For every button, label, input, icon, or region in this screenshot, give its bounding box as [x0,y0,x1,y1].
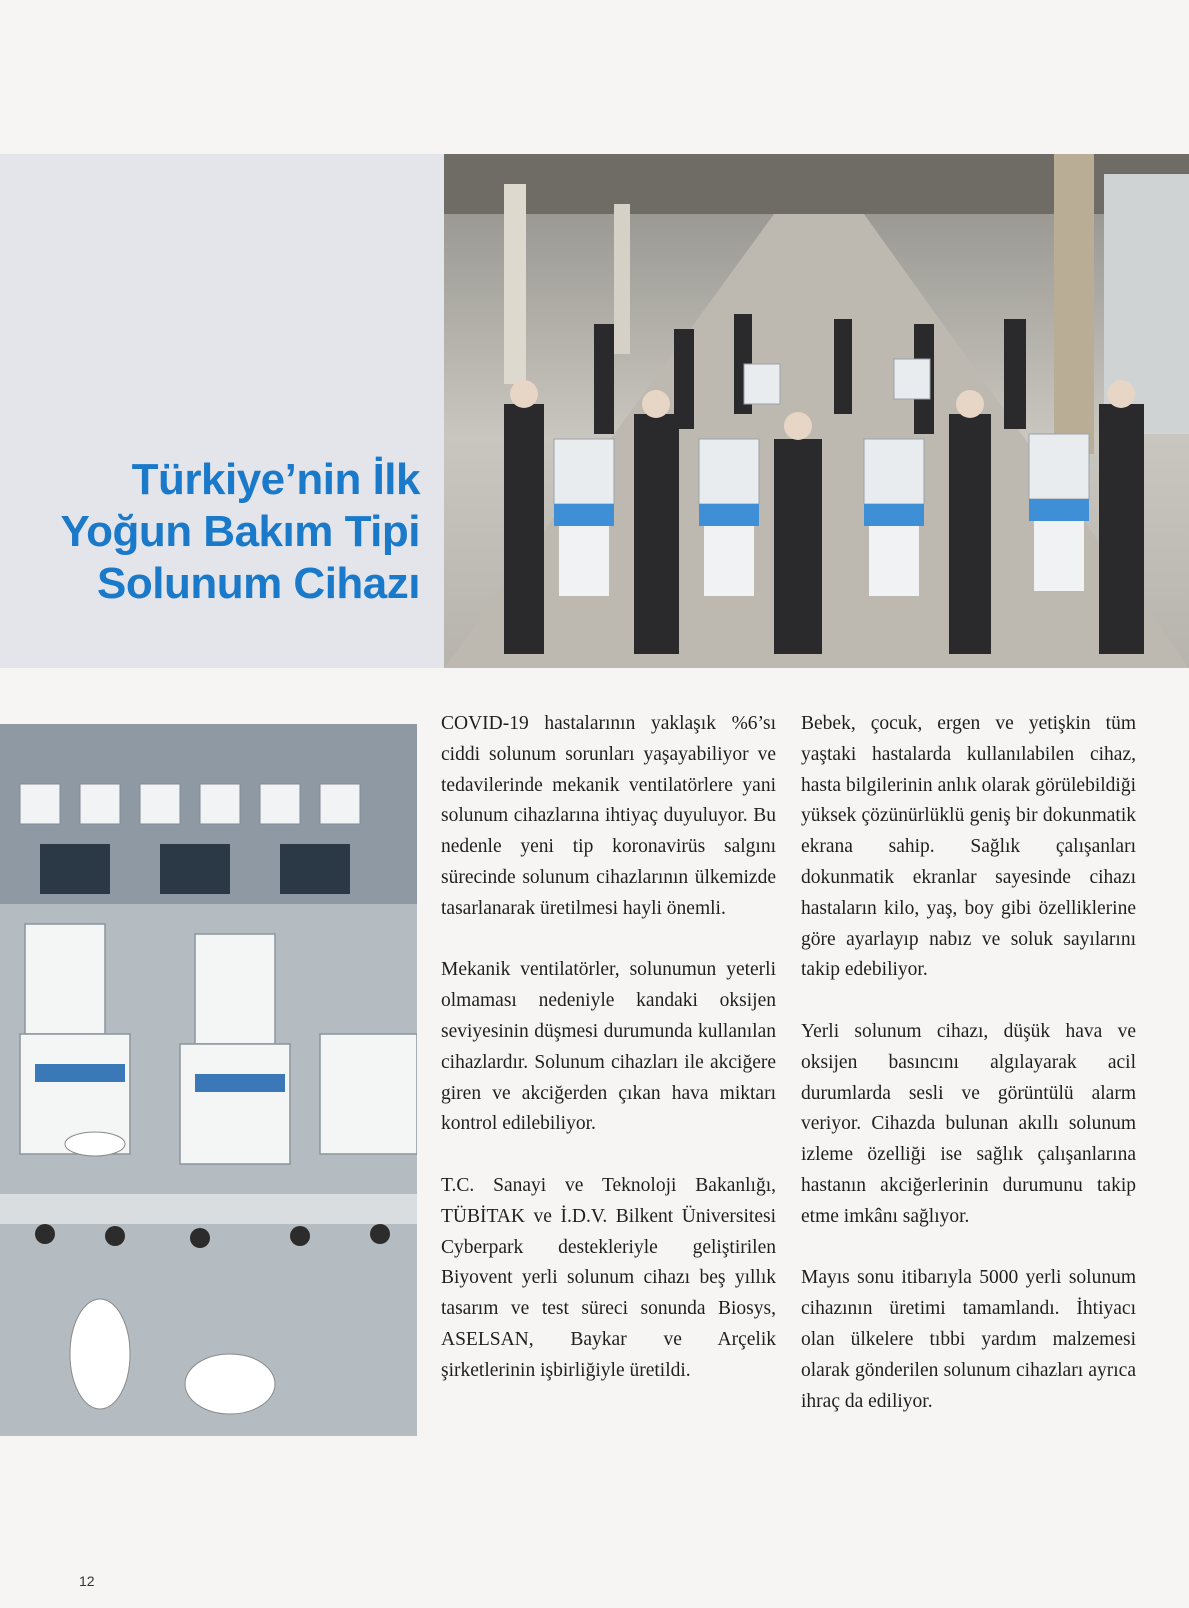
text-column-1 [441,709,776,1417]
title-line-3: Solunum Cihazı [97,559,420,608]
title-line-1: Türkiye’nin İlk [131,455,420,504]
article-title [0,454,420,610]
text-column-2 [801,709,1136,1448]
page-number: 12 [79,1573,95,1589]
paragraph: Yerli solunum cihazı, düşük hava ve oksijen basıncını algılayarak acil durumlarda sesli ve görüntülü alarm veriyor. Cihazda bulunan akıllı solunum izleme özelliği ise sağlık çalışanlarına hastanın akciğerlerinin durumunu takip etme imkânı sağlıyor. [801,1020,1136,1227]
group-photo-ventilators [444,154,1189,668]
title-line-2: Yoğun Bakım Tipi [60,507,420,556]
paragraph: Bebek, çocuk, ergen ve yetişkin tüm yaştaki hastalarda kullanılabilen cihaz, hasta bilgilerinin anlık olarak görülebildiği yüksek çözünürlüklü geniş bir dokunmatik ekrana sahip. Sağlık çalışanları dokunmatik ekranlar sayesinde cihazı hastaların kilo, yaş, boy gibi özelliklerine göre ayarlayıp nabız ve soluk sayılarını takip edebiliyor. [801,713,1136,981]
paragraph: COVID-19 hastalarının yaklaşık %6’sı ciddi solunum sorunları yaşayabiliyor ve tedavilerinde mekanik ventilatörlere yani solunum cihazlarına ihtiyaç duyuluyor. Bu nedenle yeni tip koronavirüs salgını sürecinde solunum cihazlarının ülkemizde tasarlanarak üretilmesi hayli önemli. [441,713,776,919]
paragraph: Mekanik ventilatörler, solunumun yeterli olmaması nedeniyle kandaki oksijen seviyesinin düşmesi durumunda kullanılan cihazlardır. Solunum cihazları ile akciğere giren ve akciğerden çıkan hava miktarı kontrol edilebiliyor. [441,959,776,1135]
ventilator-production-photo [0,724,417,1436]
paragraph: Mayıs sonu itibarıyla 5000 yerli solunum cihazının üretimi tamamlandı. İhtiyacı olan ülkelere tıbbi yardım malzemesi olarak gönderilen solunum cihazları ayrıca ihraç da ediliyor. [801,1267,1136,1412]
paragraph: T.C. Sanayi ve Teknoloji Bakanlığı, TÜBİTAK ve İ.D.V. Bilkent Üniversitesi Cyberpark destekleriyle geliştirilen Biyovent yerli solunum cihazı beş yıllık tasarım ve test süreci sonunda Biosys, ASELSAN, Baykar ve Arçelik şirketlerinin işbirliğiyle üretildi. [441,1174,776,1381]
